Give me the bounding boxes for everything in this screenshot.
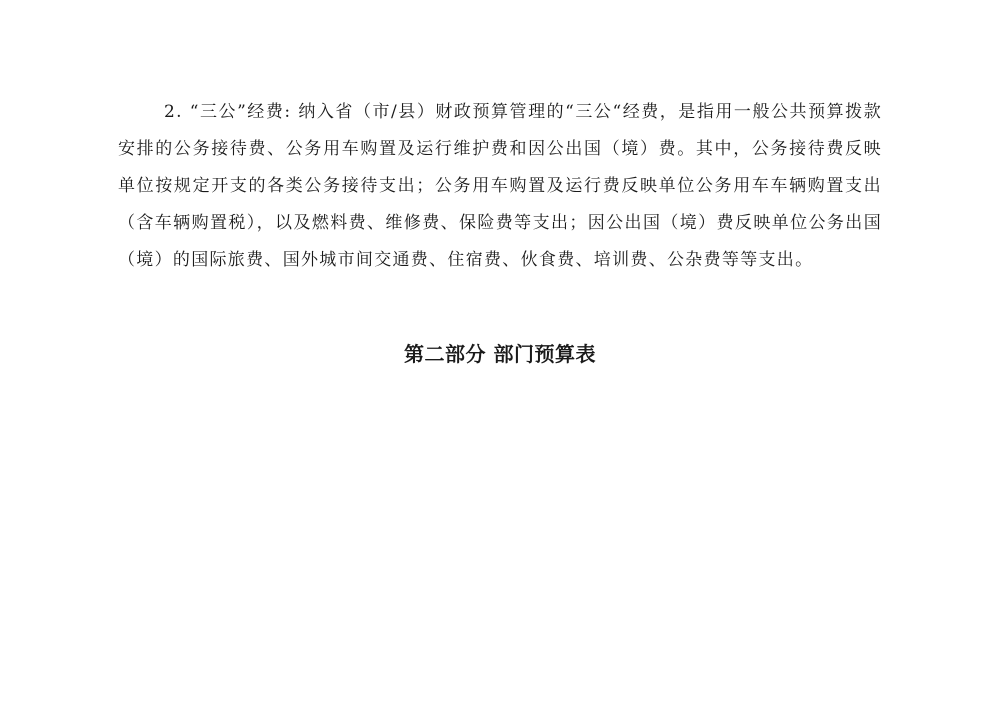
paragraph-sangong-expenses: 2. “三公”经费: 纳入省（市/县）财政预算管理的“三公“经费，是指用一般公共预算拨款安排的公务接待费、公务用车购置及运行维护费和因公出国（境）费。其中，公务接待费反映单位按规定开支的各类公务接待支出；公务用车购置及运行费反映单位公务用车车辆购置支出（含车辆购置税），以及燃料费、维修费、保险费等支出；因公出国（境）费反映单位公务出国（境）的国际旅费、国外城市间交通费、住宿费、伙食费、培训费、公杂费等等支出。 [118,102,882,270]
section-title: 第二部分 部门预算表 [404,342,596,366]
